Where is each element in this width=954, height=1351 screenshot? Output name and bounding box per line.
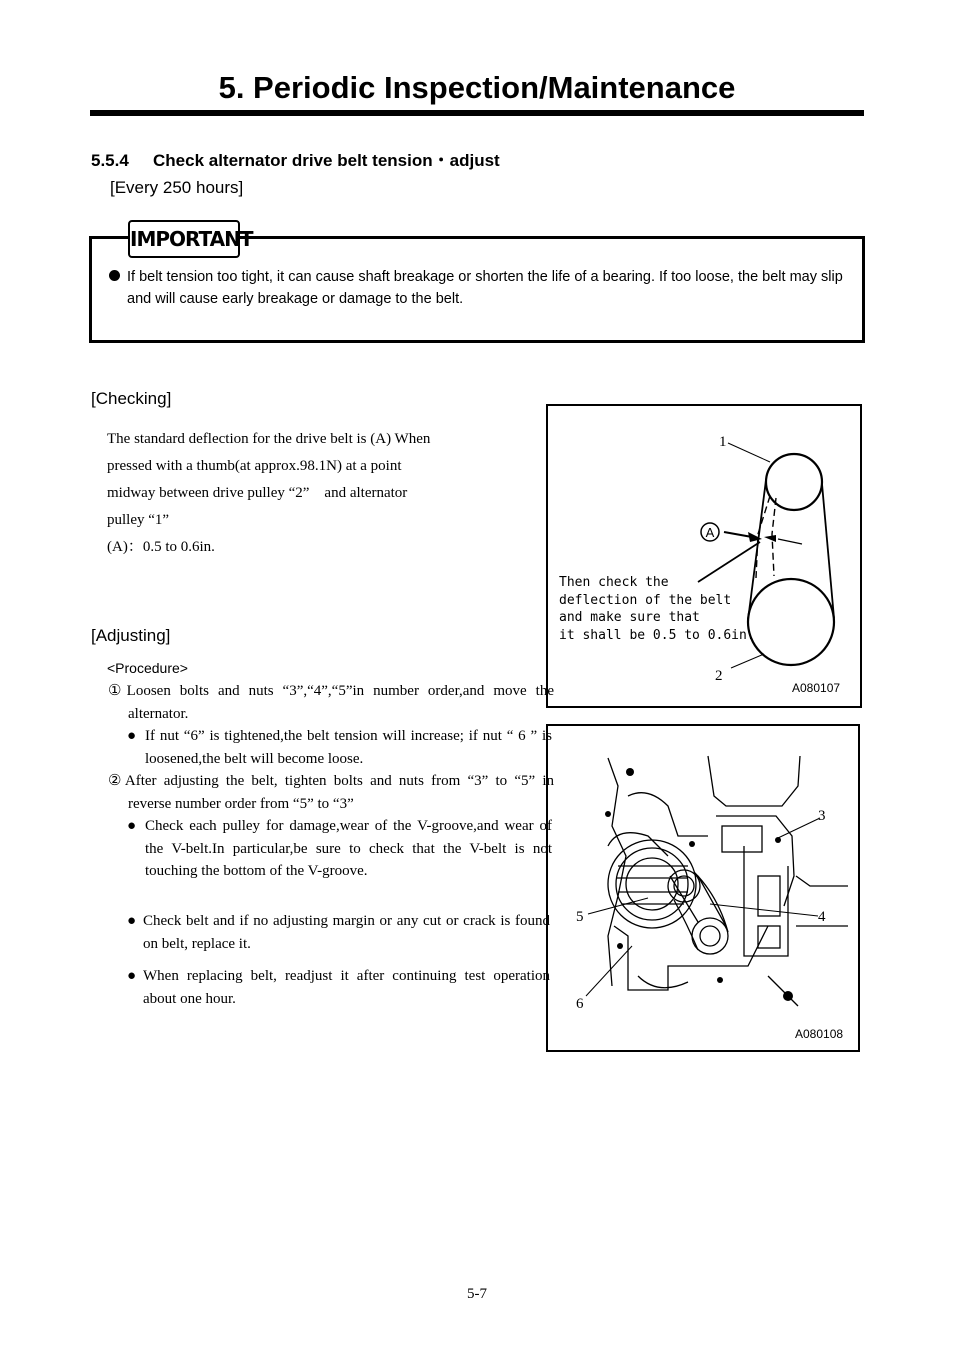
page-number: 5-7 [467,1286,487,1302]
checking-line: pulley “1” [107,512,170,528]
caption-leader-line [698,542,760,582]
belt-deflection-figure [546,404,862,708]
engine-drawing [608,756,848,1006]
bullet-icon [109,270,120,281]
alternator-mounting-figure [546,724,860,1052]
leader-line-3 [778,818,820,838]
checking-line: pressed with a thumb(at approx.98.1N) at a point [107,458,402,474]
bullet-icon: ● [127,728,137,744]
checking-line: The standard deflection for the drive belt is (A) When [107,431,431,447]
step-1-note [127,725,552,770]
step-marker: ② [108,773,125,789]
belt-replace-note [127,910,550,955]
section-title: Check alternator drive belt tension・adjust [153,151,500,170]
page-title: 5. Periodic Inspection/Maintenance [218,70,736,105]
procedure-step-2 [108,770,554,815]
caption-line: it shall be 0.5 to 0.6in. [559,628,755,643]
title-rule [90,110,864,116]
figure-code: A080107 [792,681,841,695]
note-text: If nut “6” is tightened,the belt tension will increase; if nut “ 6 ” is loosened,the belt will become loose. [145,728,552,767]
dimension-line [778,539,802,544]
checking-line: (A)：0.5 to 0.6in. [107,539,215,555]
adjusting-heading: [Adjusting] [91,626,171,645]
readjust-note [127,965,550,1010]
note-text: Check each pulley for damage,wear of the V-groove,and wear of the V-belt.In particular,be sure to check that the V-belt is not touching the bottom of the V-groove. [145,818,552,879]
caption-line: Then check the [559,575,669,590]
caption-line: deflection of the belt [559,593,732,608]
caption-line: and make sure that [559,610,700,625]
figure-code: A080108 [795,1027,844,1041]
step-2-note [127,815,552,883]
label-6: 6 [576,996,584,1012]
important-label: IMPORTANT [128,220,240,258]
engine-line-drawing [548,726,858,1050]
section-heading [91,146,500,171]
step-marker: ① [108,683,127,699]
leader-line-1 [728,443,770,462]
leader-line-4 [710,904,818,916]
step-text: After adjusting the belt, tighten bolts and nuts from “3” to “5” in reverse number order from “5” to “3” [124,773,554,812]
checking-text [107,426,517,561]
belt-deflection-diagram [548,406,860,706]
deflection-arrow [724,532,752,537]
important-text: If belt tension too tight, it can cause shaft breakage or shorten the life of a bearing. If too loose, the belt may slip and will cause early breakage or damage to the belt. [127,269,843,307]
checking-heading: [Checking] [91,389,172,408]
label-3: 3 [818,808,826,824]
bullet-icon: ● [127,913,137,929]
label-2: 2 [715,668,723,684]
note-text: When replacing belt, readjust it after continuing test operation about one hour. [143,968,550,1007]
procedure-label: <Procedure> [107,660,188,676]
drive-pulley [748,579,834,665]
leader-line-2 [731,654,764,668]
maintenance-interval: [Every 250 hours] [110,178,244,197]
step-text: Loosen bolts and nuts “3”,“4”,“5”in number order,and move the alternator. [126,683,554,722]
label-a: A [705,525,715,540]
label-4: 4 [818,909,826,925]
arrow-head-icon [764,535,776,542]
note-text: Check belt and if no adjusting margin or any cut or crack is found on belt, replace it. [143,913,550,952]
bullet-icon: ● [127,968,137,984]
belt-right-side [822,484,834,618]
section-number: 5.5.4 [91,151,129,170]
alternator-pulley [766,454,822,510]
label-1: 1 [719,434,727,450]
procedure-step-1 [108,680,554,725]
label-5: 5 [576,909,584,925]
checking-line: midway between drive pulley “2” and alternator [107,485,408,501]
bullet-icon: ● [127,818,137,834]
